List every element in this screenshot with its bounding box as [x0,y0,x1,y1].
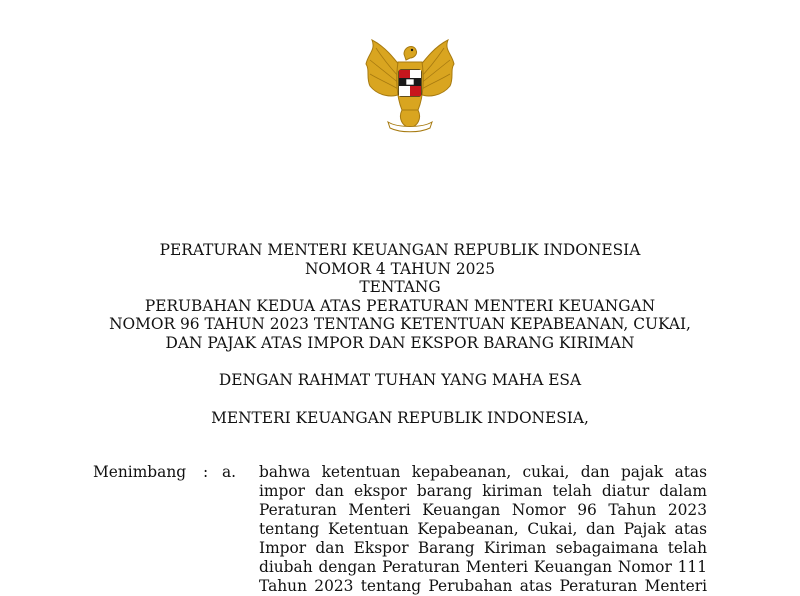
paragraph-line: Impor dan Ekspor Barang Kiriman sebagaimana telah [259,539,707,557]
menimbang-colon: : [203,463,209,481]
garuda-emblem-icon [358,36,462,136]
opening-phrase: DENGAN RAHMAT TUHAN YANG MAHA ESA [218,371,582,389]
paragraph-line: Tahun 2023 tentang Perubahan atas Peraturan Menteri [259,577,707,595]
menimbang-label: Menimbang [93,463,187,481]
paragraph-line: tentang Ketentuan Kepabeanan, Cukai, dan Pajak atas [259,520,707,538]
paragraph-line: diubah dengan Peraturan Menteri Keuangan Nomor 111 [259,558,707,576]
paragraph-line: impor dan ekspor barang kiriman telah diatur dalam [259,482,707,500]
title-line: NOMOR 4 TAHUN 2025 [304,259,496,278]
title-line: PERATURAN MENTERI KEUANGAN REPUBLIK INDONESIA [159,241,641,259]
item-letter: a. [222,463,237,481]
title-line: NOMOR 96 TAHUN 2023 TENTANG KETENTUAN KEPABEANAN, CUKAI, [109,315,691,334]
paragraph-line: bahwa ketentuan kepabeanan, cukai, dan pajak atas [259,463,707,481]
title-line: PERUBAHAN KEDUA ATAS PERATURAN MENTERI KEUANGAN [144,296,656,315]
regulation-title [0,241,800,353]
title-line: TENTANG [359,278,441,297]
menimbang-paragraph [259,463,707,596]
authority-line: MENTERI KEUANGAN REPUBLIK INDONESIA, [211,409,589,427]
paragraph-line: Peraturan Menteri Keuangan Nomor 96 Tahun 2023 [259,501,707,519]
title-line: DAN PAJAK ATAS IMPOR DAN EKSPOR BARANG KIRIMAN [165,333,635,352]
